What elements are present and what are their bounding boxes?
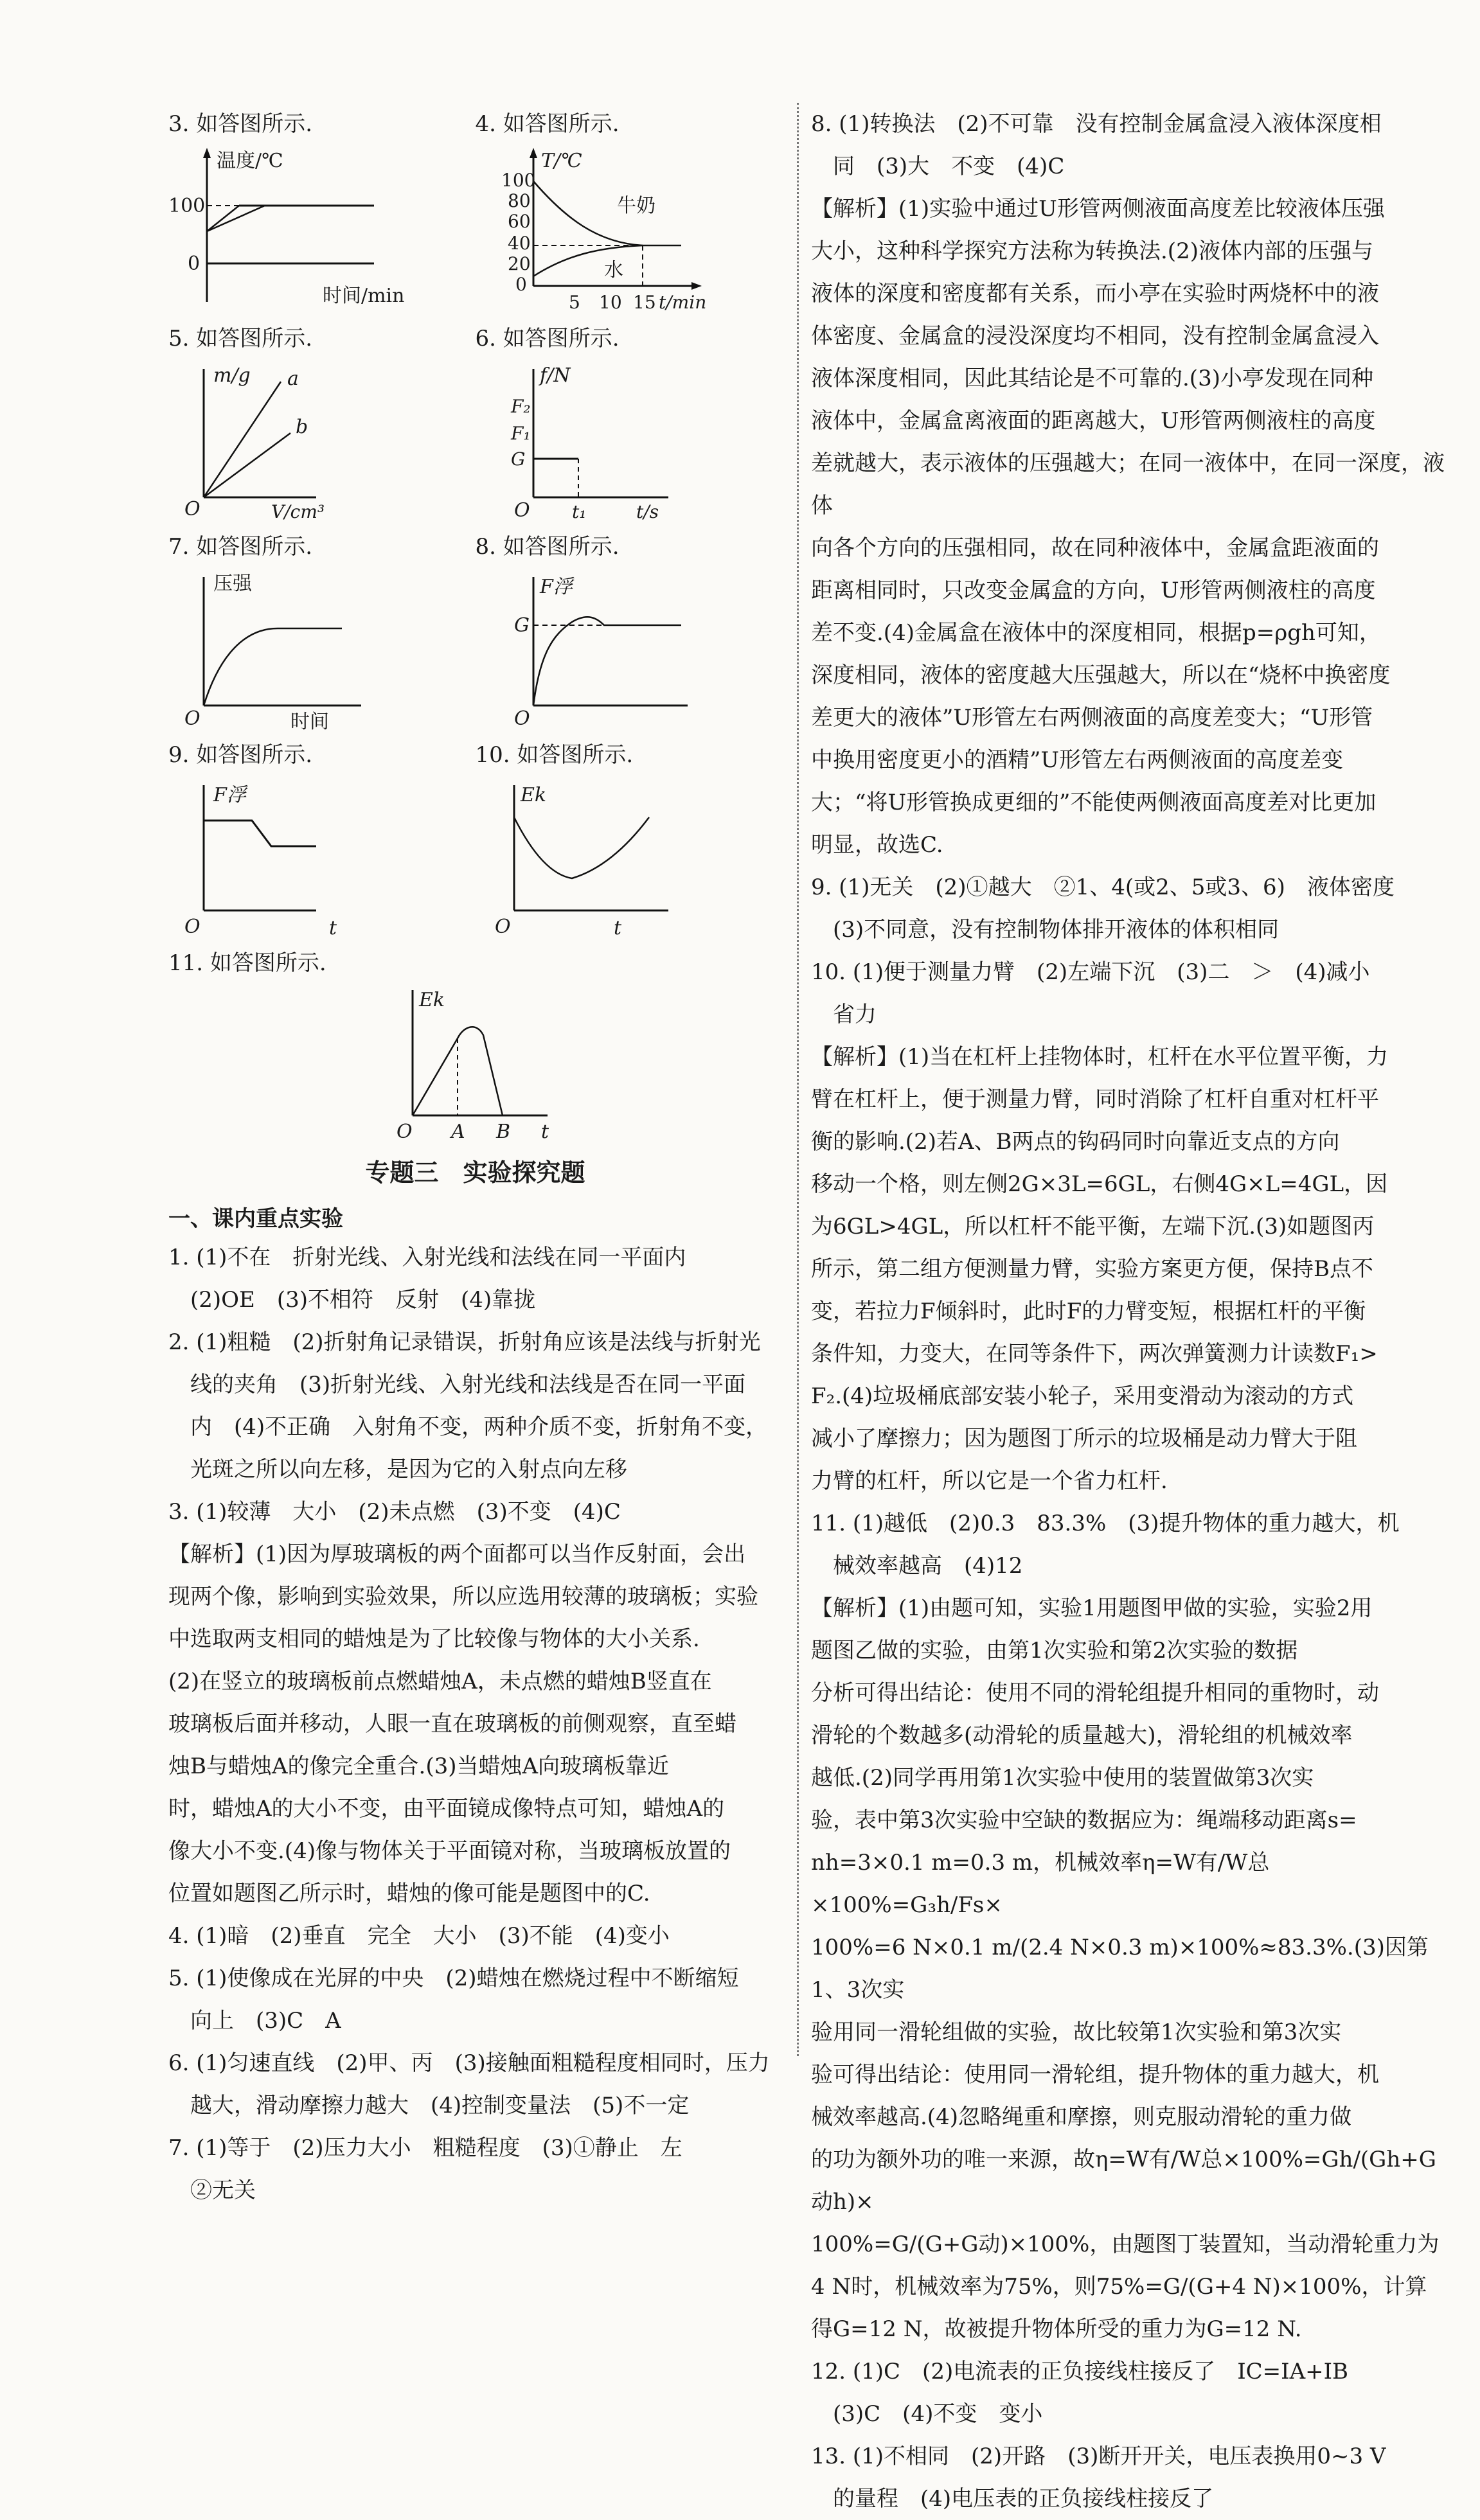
water-label: 水	[603, 259, 623, 281]
y-label: f/N	[539, 364, 570, 387]
graph-caption: 3. 如答图所示.	[168, 111, 313, 137]
column-divider	[797, 103, 799, 2056]
answer-line: 光斑之所以向左移，是因为它的入射点向左移	[190, 1457, 627, 1482]
y-label: Ek	[419, 989, 445, 1011]
graph-10	[476, 734, 783, 942]
analysis-line: 验用同一滑轮组做的实验，故比较第1次实验和第3次实	[811, 2019, 1342, 2045]
analysis-line: 距离相同时，只改变金属盒的方向，U形管两侧液柱的高度	[811, 578, 1376, 603]
x-label: t	[613, 917, 621, 939]
analysis-line: 烛B与蜡烛A的像完全重合.(3)当蜡烛A向玻璃板靠近	[168, 1753, 670, 1779]
analysis-line: 械效率越高.(4)忽略绳重和摩擦，则克服动滑轮的重力做	[811, 2104, 1351, 2130]
origin: O	[184, 916, 201, 938]
y-tick-100: 100	[168, 195, 206, 217]
analysis-line: 现两个像，影响到实验效果，所以应选用较薄的玻璃板；实验	[168, 1584, 758, 1610]
graph-8	[476, 526, 783, 734]
analysis-line: 时，蜡烛A的大小不变，由平面镜成像特点可知，蜡烛A的	[168, 1796, 725, 1822]
y-label: Ek	[520, 784, 546, 806]
graph-caption: 10. 如答图所示.	[475, 742, 634, 768]
answer-line: 向上 (3)C A	[190, 2008, 341, 2034]
label-a: a	[287, 368, 299, 390]
x-arrow-icon	[691, 282, 702, 290]
y-tick: 100	[501, 170, 535, 191]
x-label: 时间	[290, 711, 329, 731]
x-label: 时间/min	[323, 285, 405, 307]
analysis-line: 衡的影响.(2)若A、B两点的钩码同时向靠近支点的方向	[811, 1129, 1340, 1155]
analysis-line: 的功为额外功的唯一来源，故η=W有/W总×100%=Gh/(Gh+G动h)×	[811, 2147, 1436, 2215]
right-column	[811, 103, 1447, 2520]
graph-caption: 5. 如答图所示.	[168, 326, 313, 351]
analysis-line: 【解析】(1)由题可知，实验1用题图甲做的实验，实验2用	[811, 1595, 1373, 1621]
answer-line: 4. (1)暗 (2)垂直 完全 大小 (3)不能 (4)变小	[168, 1923, 670, 1949]
answer-line: 10. (1)便于测量力臂 (2)左端下沉 (3)二 ＞ (4)减小	[811, 959, 1370, 985]
graph-3-svg	[168, 141, 470, 315]
graph-7	[168, 526, 476, 734]
analysis-line: 大；“将U形管换成更细的”不能使两侧液面高度差对比更加	[811, 790, 1377, 815]
analysis-line: nh=3×0.1 m=0.3 m，机械效率η=W有/W总×100%=G₃h/Fs×	[811, 1850, 1270, 1918]
origin: O	[513, 499, 530, 522]
analysis-line: 液体的深度和密度都有关系，而小亭在实验时两烧杯中的液	[811, 281, 1379, 306]
graph-caption: 7. 如答图所示.	[168, 534, 313, 560]
pressure-curve	[204, 628, 342, 705]
graph-caption: 8. 如答图所示.	[475, 534, 620, 560]
analysis-line: 玻璃板后面并移动，人眼一直在玻璃板的前侧观察，直至蜡	[168, 1711, 736, 1737]
analysis-line: 所示，第二组方便测量力臂，实验方案更方便，保持B点不	[811, 1256, 1373, 1282]
analysis-line: 条件知，力变大，在同等条件下，两次弹簧测力计读数F₁>	[811, 1341, 1378, 1367]
x-tick: 10	[598, 292, 622, 313]
x-tick: 15	[632, 292, 656, 313]
x-label: t	[541, 1121, 549, 1141]
analysis-line: 位置如题图乙所示时，蜡烛的像可能是题图中的C.	[168, 1881, 650, 1906]
graph-11-svg	[387, 980, 618, 1141]
answer-line: 3. (1)较薄 大小 (2)未点燃 (3)不变 (4)C	[168, 1499, 621, 1525]
graph-row-5-6	[168, 317, 782, 526]
answer-line: 7. (1)等于 (2)压力大小 粗糙程度 (3)①静止 左	[168, 2135, 682, 2161]
milk-label: 牛奶	[616, 195, 655, 217]
buoyancy-curve	[533, 617, 681, 705]
analysis-line: 100%=6 N×0.1 m/(2.4 N×0.3 m)×100%≈83.3%.(3)因第1、3次实	[811, 1935, 1429, 2003]
analysis-line: 为6GL>4GL，所以杠杆不能平衡，左端下沉.(3)如题图丙	[811, 1214, 1375, 1239]
origin: O	[397, 1121, 413, 1141]
y-label: T/℃	[540, 150, 582, 172]
analysis-line: 验可得出结论：使用同一滑轮组，提升物体的重力越大，机	[811, 2062, 1379, 2088]
line-a	[204, 382, 281, 497]
answer-line: 械效率越高 (4)12	[833, 1553, 1023, 1579]
answer-line: 11. (1)越低 (2)0.3 83.3% (3)提升物体的重力越大，机	[811, 1511, 1400, 1536]
milk-curve	[533, 181, 681, 245]
origin: O	[184, 707, 201, 730]
analysis-line: 得G=12 N，故被提升物体所受的重力为G=12 N.	[811, 2316, 1302, 2342]
graph-6	[476, 317, 783, 526]
y-tick: 80	[507, 190, 531, 211]
answer-line: 1. (1)不在 折射光线、入射光线和法线在同一平面内	[168, 1245, 686, 1270]
analysis-line: 液体中，金属盒离液面的距离越大，U形管两侧液柱的高度	[811, 408, 1376, 434]
f2-label: F₂	[510, 396, 531, 417]
analysis-line: 100%=G/(G+G动)×100%，由题图丁装置知，当动滑轮重力为	[811, 2232, 1440, 2257]
left-column	[168, 103, 782, 2212]
x-label: t/min	[658, 292, 706, 313]
answer-line: 2. (1)粗糙 (2)折射角记录错误，折射角应该是法线与折射光	[168, 1329, 761, 1355]
x-label: t/s	[636, 501, 659, 522]
analysis-line: 4 N时，机械效率为75%，则75%=G/(G+4 N)×100%，计算	[811, 2274, 1427, 2300]
section-heading: 一、课内重点实验	[168, 1206, 343, 1232]
analysis-line: 【解析】(1)当在杠杆上挂物体时，杠杆在水平位置平衡，力	[811, 1044, 1389, 1070]
analysis-line: (2)在竖立的玻璃板前点燃蜡烛A，未点燃的蜡烛B竖直在	[168, 1669, 712, 1694]
line-b	[204, 433, 290, 497]
origin: O	[513, 707, 530, 730]
origin: O	[494, 916, 511, 938]
answer-line: 同 (3)大 不变 (4)C	[833, 154, 1065, 179]
graph-row-9-10	[168, 734, 782, 942]
right-answers	[811, 103, 1447, 2520]
graph-5-svg	[168, 356, 470, 523]
answer-line: (3)不同意，没有控制物体排开液体的体积相同	[833, 917, 1279, 943]
page-title: 专题三 实验探究题	[365, 1158, 585, 1187]
y-label: 压强	[213, 572, 252, 595]
analysis-line: 明显，故选C.	[811, 832, 943, 858]
graph-caption: 4. 如答图所示.	[475, 111, 620, 137]
answer-line: 内 (4)不正确 入射角不变，两种介质不变，折射角不变，	[190, 1414, 768, 1440]
analysis-line: 移动一个格，则左侧2G×3L=6GL，右侧4G×L=4GL，因	[811, 1171, 1388, 1197]
graph-3	[168, 103, 476, 317]
answer-line: 线的夹角 (3)折射光线、入射光线和法线是否在同一平面	[190, 1372, 746, 1398]
analysis-line: 臂在杠杆上，便于测量力臂，同时消除了杠杆自重对杠杆平	[811, 1087, 1379, 1112]
analysis-line: 差就越大，表示液体的压强越大；在同一液体中，在同一深度，液体	[811, 450, 1445, 519]
graph-4	[476, 103, 783, 317]
y-tick: 0	[515, 274, 527, 295]
answer-line: 6. (1)匀速直线 (2)甲、丙 (3)接触面粗糙程度相同时，压力	[168, 2050, 770, 2076]
graph-8-svg	[476, 564, 778, 731]
analysis-line: 中选取两支相同的蜡烛是为了比较像与物体的大小关系.	[168, 1626, 700, 1652]
y-tick: 60	[507, 211, 531, 232]
label-b: b	[296, 416, 308, 438]
x-tick: 5	[568, 292, 580, 313]
x-label: t	[329, 917, 337, 939]
answer-line: 13. (1)不相同 (2)开路 (3)断开开关，电压表换用0~3 V	[811, 2444, 1386, 2469]
y-label: F浮	[213, 784, 246, 806]
analysis-line: 越低.(2)同学再用第1次实验中使用的装置做第3次实	[811, 1765, 1314, 1791]
left-answers	[168, 1236, 782, 2212]
analysis-line: 分析可得出结论：使用不同的滑轮组提升相同的重物时，动	[811, 1680, 1379, 1706]
label-b: B	[496, 1121, 511, 1141]
y-label: 温度/℃	[217, 150, 283, 172]
answer-line: 12. (1)C (2)电流表的正负接线柱接反了 IC=IA+IB	[811, 2359, 1349, 2384]
graph-9-svg	[168, 772, 470, 939]
answer-line: 的量程 (4)电压表的正负接线柱接反了	[833, 2486, 1214, 2512]
graph-row-3-4	[168, 103, 782, 317]
graph-4-svg	[476, 141, 778, 315]
analysis-line: 滑轮的个数越多(动滑轮的质量越大)，滑轮组的机械效率	[811, 1723, 1353, 1748]
analysis-line: 【解析】(1)因为厚玻璃板的两个面都可以当作反射面，会出	[168, 1541, 746, 1567]
t1-label: t₁	[571, 501, 586, 522]
y-arrow-icon	[203, 148, 211, 158]
answer-line: (3)C (4)不变 变小	[833, 2401, 1043, 2427]
answer-line: 越大，滑动摩擦力越大 (4)控制变量法 (5)不一定	[190, 2093, 690, 2118]
answer-line: 8. (1)转换法 (2)不可靠 没有控制金属盒浸入液体深度相	[811, 111, 1382, 137]
graph-caption: 9. 如答图所示.	[168, 742, 313, 768]
analysis-line: 向各个方向的压强相同，故在同种液体中，金属盒距液面的	[811, 535, 1379, 561]
answer-line: (2)OE (3)不相符 反射 (4)靠拢	[190, 1287, 536, 1313]
graph-7-svg	[168, 564, 470, 731]
analysis-line: 验，表中第3次实验中空缺的数据应为：绳端移动距离s=	[811, 1807, 1357, 1833]
analysis-line: 减小了摩擦力；因为题图丁所示的垃圾桶是动力臂大于阻	[811, 1426, 1357, 1451]
graph-row-7-8	[168, 526, 782, 734]
analysis-line: 体密度、金属盒的浸没深度均不相同，没有控制金属盒浸入	[811, 323, 1379, 349]
graph-9	[168, 734, 476, 942]
y-label: m/g	[213, 364, 251, 387]
analysis-line: 深度相同，液体的密度越大压强越大，所以在“烧杯中换密度	[811, 662, 1391, 688]
graph-10-svg	[476, 772, 778, 939]
analysis-line: 像大小不变.(4)像与物体关于平面镜对称，当玻璃板放置的	[168, 1838, 731, 1864]
analysis-line: 差不变.(4)金属盒在液体中的深度相同，根据p=ρgh可知，	[811, 620, 1381, 646]
answer-line: 5. (1)使像成在光屏的中央 (2)蜡烛在燃烧过程中不断缩短	[168, 1965, 739, 1991]
analysis-line: 变，若拉力F倾斜时，此时F的力臂变短，根据杠杆的平衡	[811, 1299, 1366, 1324]
curve-b	[207, 206, 265, 231]
analysis-line: 大小，这种科学探究方法称为转换法.(2)液体内部的压强与	[811, 238, 1373, 264]
kinetic-curve	[514, 817, 649, 878]
label-a: A	[451, 1121, 465, 1141]
y-tick: 20	[507, 253, 531, 274]
graph-6-svg	[476, 356, 778, 523]
g-label: G	[510, 448, 525, 470]
analysis-line: 液体深度相同，因此其结论是不可靠的.(3)小亭发现在同种	[811, 366, 1373, 391]
y-arrow-icon	[530, 148, 537, 158]
answer-line: ②无关	[190, 2178, 256, 2203]
x-label: V/cm³	[271, 501, 325, 522]
graph-caption: 11. 如答图所示.	[168, 950, 326, 976]
analysis-line: 【解析】(1)实验中通过U形管两侧液面高度差比较液体压强	[811, 196, 1385, 222]
analysis-line: 中换用密度更小的酒精”U形管左右两侧液面的高度差变	[811, 747, 1344, 773]
y-tick: 40	[507, 233, 531, 254]
water-curve	[533, 245, 643, 276]
graph-11	[387, 980, 782, 1144]
origin: 0	[188, 253, 201, 275]
answer-line: 9. (1)无关 (2)①越大 ②1、4(或2、5或3、6) 液体密度	[811, 874, 1395, 900]
analysis-line: 力臂的杠杆，所以它是一个省力杠杆.	[811, 1468, 1168, 1494]
analysis-line: F₂.(4)垃圾桶底部安装小轮子，采用变滑动为滚动的方式	[811, 1383, 1354, 1409]
answer-line: 省力	[833, 1002, 877, 1027]
analysis-line: 差更大的液体”U形管左右两侧液面的高度差变大；“U形管	[811, 705, 1373, 731]
f1-label: F₁	[510, 423, 531, 444]
graph-caption: 6. 如答图所示.	[475, 326, 620, 351]
analysis-line: 题图乙做的实验，由第1次实验和第2次实验的数据	[811, 1638, 1298, 1664]
buoyancy-line	[204, 821, 316, 846]
graph-5	[168, 317, 476, 526]
g-label: G	[513, 614, 530, 637]
origin: O	[184, 498, 201, 520]
y-label: F浮	[539, 576, 573, 598]
